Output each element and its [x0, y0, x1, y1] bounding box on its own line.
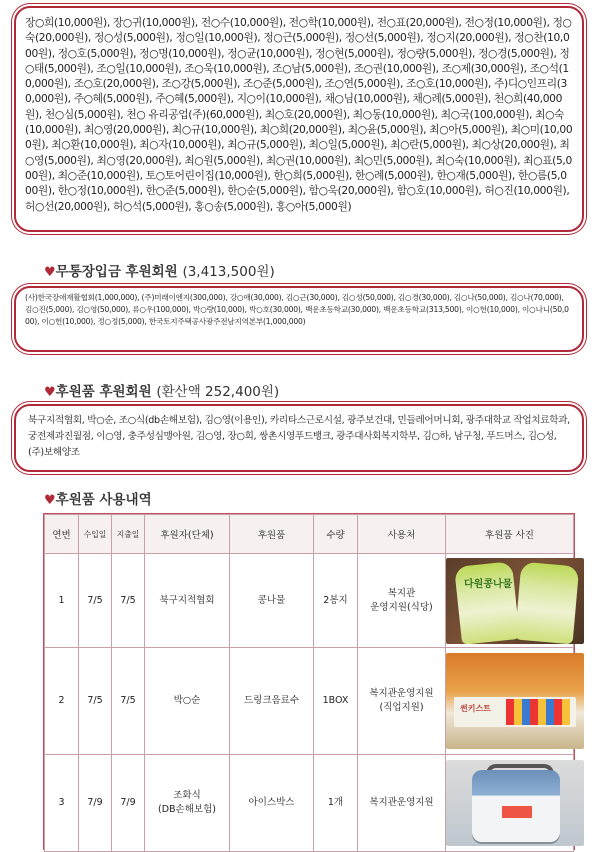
cell-photo	[446, 554, 574, 648]
cell-item: 콩나물	[230, 554, 314, 648]
col-header: 연번	[45, 515, 79, 554]
cell-in-date: 7/5	[79, 648, 112, 755]
section-bank-amount: (3,413,500원)	[182, 264, 275, 280]
col-header: 수량	[314, 515, 358, 554]
usage-line: 운영지원(식당)	[370, 601, 433, 613]
section-bank-heading	[44, 260, 275, 280]
cell-donor: 박○순	[145, 648, 230, 755]
cell-photo	[446, 648, 574, 755]
bank-donor-text: (사)한국장애재활협회(1,000,000), (주)미래이엔지(300,000), 강○애(30,000), 김○근(30,000), 김○성(50,000), 김○경(30,000), 김○나(50,000), 김○나(70,000), 김○진(5,000), 김○영(50,000), 류○우(100,000), 박○량(10,000), 박○호(30,000), 백운초등학교(30,000), 백운초등학교(313,500), 이○헌(10,000), 이○나니(50,000), 이○헌(10,000), 정○정(5,000), 한국토지주택공사광주전남지역본부(1,000,000)	[25, 293, 569, 327]
section-usage-title: 후원품 사용내역	[55, 492, 152, 508]
sprout-bag	[454, 561, 520, 644]
donor-line: 조화식	[173, 790, 201, 802]
donor-list-text: 장○희(10,000원), 장○귀(10,000원), 전○수(10,000원), 전○학(10,000원), 전○표(20,000원), 전○정(10,000원), 정○숙(20,000원), 정○성(5,000원), 정○일(10,000원), 정○근(5,000원), 정○선(5,000원), 정○지(20,000원), 정○찬(10,000원), 정○호(5,000원), 정○명(10,000원), 정○균(10,000원), 정○현(5,000원), 정○량(5,000원), 정○경(5,000원), 정○태(5,000원), 조○일(10,000원), 조○욱(10,000원), 조○남(5,000원), 조○권(10,000원), 조○제(30,000원), 조○석(10,000원), 조○호(20,000원), 조○강(5,000원), 조○준(5,000원), 조○연(5,000원), 조○호(10,000원), 주)디○인프리(30,000원), 주○혜(5,000원), 주○혜(5,000원), 지○이(10,000원), 채○님(10,000원), 채○례(5,000원), 천○희(40,000원), 천○심(5,000원), 천○ 유리공업(주)(60,000원), 최○호(20,000원), 최○동(10,000원), 최○국(100,000원), 최○숙(10,000원), 최○영(20,000원), 최○규(10,000원), 최○희(20,000원), 최○윤(5,000원), 최○아(5,000원), 최○미(10,000원), 최○환(10,000원), 최○자(10,000원), 최○규(5,000원), 최○일(5,000원), 최○란(5,000원), 최○상(20,000원), 최○영(5,000원), 최○영(20,000원), 최○원(5,000원), 최○권(10,000원), 최○민(5,000원), 최○숙(10,000원), 최○표(5,000원), 최○준(10,000원), 토○토어린이집(10,000원), 한○희(5,000원), 한○례(5,000원), 한○재(5,000원), 한○름(5,000원), 한○정(10,000원), 한○준(5,000원), 한○순(5,000원), 함○욱(20,000원), 함○호(10,000원), 허○진(10,000원), 허○선(20,000원), 허○석(5,000원), 홍○송(5,000원), 홍○아(5,000원)	[25, 16, 573, 213]
cell-donor	[145, 755, 230, 852]
cell-donor: 북구지적협회	[145, 554, 230, 648]
cooler-sticker	[502, 806, 532, 818]
cell-no: 3	[45, 755, 79, 852]
donor-line: (DB손해보험)	[158, 804, 216, 815]
cell-out-date: 7/9	[112, 755, 145, 852]
cell-item: 아이스박스	[230, 755, 314, 852]
usage-line: (직업지원)	[379, 702, 424, 713]
usage-line: 복지관	[387, 587, 416, 599]
cell-no: 1	[45, 554, 79, 648]
cell-no: 2	[45, 648, 79, 755]
heart-icon: ♥	[44, 265, 56, 280]
heart-icon: ♥	[44, 493, 56, 508]
cell-qty: 2봉지	[314, 554, 358, 648]
ice-box-photo	[446, 760, 584, 846]
cell-out-date: 7/5	[112, 648, 145, 755]
donor-list-box	[14, 6, 584, 232]
col-header: 지출일	[112, 515, 145, 554]
table-row	[45, 554, 574, 648]
photo-box-label: 썬키스트	[460, 704, 491, 713]
cell-usage	[358, 755, 446, 852]
cell-in-date: 7/5	[79, 554, 112, 648]
bean-sprouts-photo	[446, 558, 584, 644]
col-header: 후원품 사진	[446, 515, 574, 554]
section-bank-title: 무통장입금 후원회원	[55, 264, 178, 280]
heart-icon: ♥	[44, 385, 56, 400]
sprout-bag	[515, 561, 580, 643]
usage-table-wrapper	[43, 513, 575, 850]
section-goods-amount: (환산액 252,400원)	[156, 384, 280, 400]
cell-out-date: 7/5	[112, 554, 145, 648]
col-header: 수입일	[79, 515, 112, 554]
goods-donor-box	[14, 404, 584, 472]
cell-in-date: 7/9	[79, 755, 112, 852]
drink-box-photo	[446, 653, 584, 749]
goods-donor-text: 북구지적협회, 박○순, 조○식(db손해보험), 김○영(이용인), 카리타스근로시설, 광주보건대, 민들레어머니회, 광주대학교 작업치료학과, 궁전제과진월점, 이○영, 충주성심맹아원, 김○영, 장○희, 쌍촌시영푸드뱅크, 광주대사회복지학부, 김○하, 남구청, 푸드머스, 김○성, (주)보해양조	[28, 415, 570, 458]
table-row	[45, 755, 574, 852]
bank-donor-box	[14, 286, 584, 352]
section-goods-title: 후원품 후원회원	[55, 384, 152, 400]
usage-table	[44, 514, 574, 852]
cell-usage	[358, 648, 446, 755]
photo-package-label: 다원콩나물	[464, 578, 513, 590]
cell-item: 드링크음료수	[230, 648, 314, 755]
col-header: 후원자(단체)	[145, 515, 230, 554]
section-goods-heading	[44, 380, 279, 400]
drink-cans	[506, 699, 570, 725]
col-header: 후원품	[230, 515, 314, 554]
table-row	[45, 648, 574, 755]
cell-photo	[446, 755, 574, 852]
cell-usage	[358, 554, 446, 648]
usage-line: 복지관운영지원	[369, 797, 434, 809]
usage-line: 복지관운영지원	[369, 688, 434, 700]
section-usage-heading	[44, 488, 152, 508]
cell-qty: 1개	[314, 755, 358, 852]
col-header: 사용처	[358, 515, 446, 554]
table-header-row	[45, 515, 574, 554]
cell-qty: 1BOX	[314, 648, 358, 755]
